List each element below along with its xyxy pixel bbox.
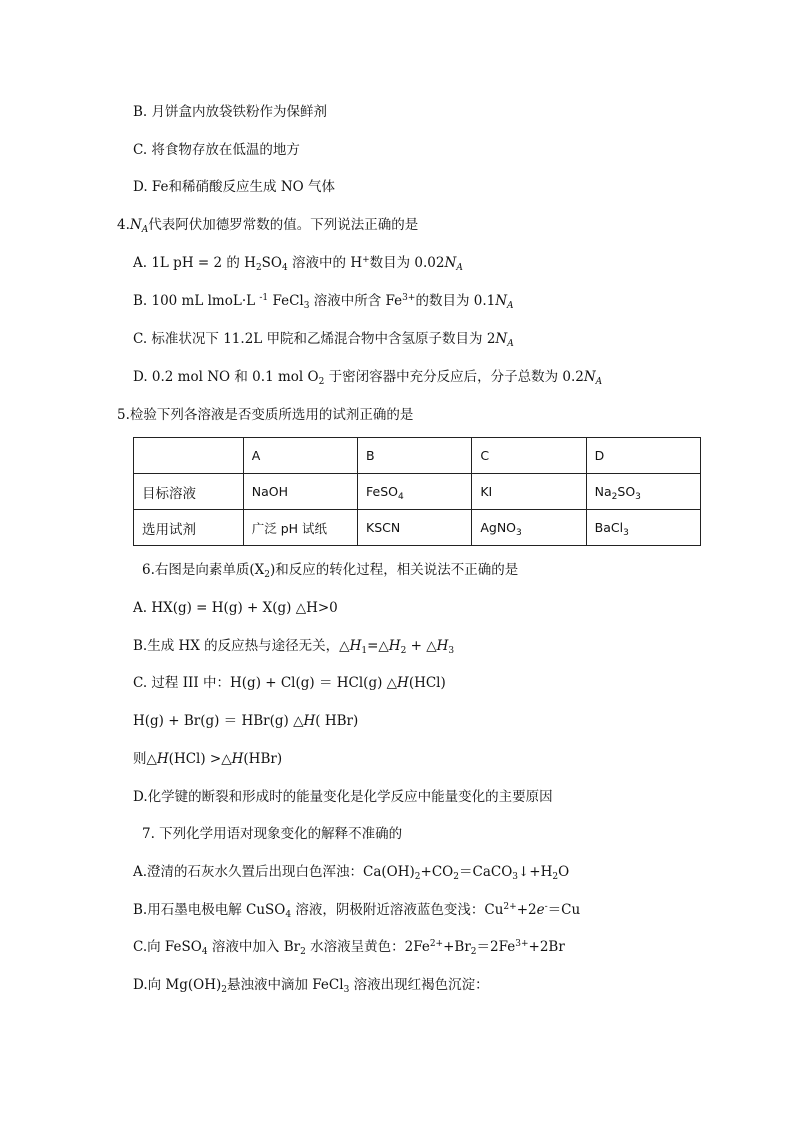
q3-option-d: D. Fe和稀硝酸反应生成 NO 气体 <box>133 179 336 195</box>
q5-stem: 5.检验下列各溶液是否变质所选用的试剂正确的是 <box>117 407 414 423</box>
q6-option-a: A. HX(g) = H(g) + X(g) △H>0 <box>133 600 338 616</box>
table-header-cell: D <box>586 438 700 474</box>
reagent-table <box>133 437 701 546</box>
q6-option-c-line3: 则△H(HCl) >△H(HBr) <box>133 751 283 767</box>
q7-option-c: C.向 FeSO$_4$ 溶液中加入 $Br_2$ 水溶液呈黄色：$2Fe^{2+}+Br_2=2Fe^{3+}+2Br$ <box>133 939 565 957</box>
q4-option-c: C. 标准状况下 11.2L 甲院和乙烯混合物中含氢原子数目为 $2N_A$ <box>133 331 514 349</box>
q4-stem: $4.N_A$代表阿伏加德罗常数的值。下列说法正确的是 <box>117 217 419 235</box>
q3-option-b: B. 月饼盒内放袋铁粉作为保鲜剂 <box>133 104 328 120</box>
table-cell: $Na_2SO_3$ <box>586 474 700 510</box>
q6-option-b: B.生成 HX 的反应热与途径无关，$\triangle H_1=\triangle H_2$ + $\triangle H_3$ <box>133 638 455 656</box>
q6-option-d: D.化学键的断裂和形成时的能量变化是化学反应中能量变化的主要原因 <box>133 789 553 805</box>
q6-option-c: C. 过程 III 中：H(g) + Cl(g) ＝ HCl(g) △H(HCl) <box>133 675 446 691</box>
q7-option-a: A.澄清的石灰水久置后出现白色浑浊：$Ca(OH)_2+CO_2=CaCO_3↓+H_2O$ <box>133 864 570 882</box>
q7-option-b: B.用石墨电极电解 CuSO$_4$ 溶液，阴极附近溶液蓝色变浅：$Cu^{2+}+2e^-=Cu$ <box>133 902 581 920</box>
q3-option-c: C. 将食物存放在低温的地方 <box>133 142 300 158</box>
q7-option-d: D.向 $Mg(OH)_2$悬浊液中滴加 FeCl$_3$ 溶液出现红褐色沉淀： <box>133 977 489 995</box>
table-row <box>134 510 701 546</box>
q4-option-d: D. 0.2 mol NO 和 0.1 mol $O_2$ 于密闭容器中充分反应后，分子总数为 $0.2N_A$ <box>133 369 603 387</box>
table-header-cell <box>134 438 244 474</box>
table-header-cell: A <box>243 438 357 474</box>
table-cell: FeSO$_4$ <box>358 474 472 510</box>
table-row <box>134 474 701 510</box>
table-cell: NaOH <box>243 474 357 510</box>
table-header-cell: B <box>358 438 472 474</box>
table-cell: KI <box>472 474 586 510</box>
table-cell: AgNO$_3$ <box>472 510 586 546</box>
table-cell: BaCl$_3$ <box>586 510 700 546</box>
row-label-target-solution: 目标溶液 <box>134 474 244 510</box>
q7-stem: 7. 下列化学用语对现象变化的解释不准确的 <box>142 826 403 842</box>
table-header-cell: C <box>472 438 586 474</box>
table-cell: KSCN <box>358 510 472 546</box>
table-header-row <box>134 438 701 474</box>
row-label-reagent: 选用试剂 <box>134 510 244 546</box>
q4-option-b: B. 100 mL lmoL·L $^{-1}$ FeCl$_3$ 溶液中所含 $Fe^{3+}$的数目为 $0.1N_A$ <box>133 293 514 311</box>
q6-stem: 6.右图是向素单质$(X_2)$和反应的转化过程，相关说法不正确的是 <box>142 562 519 580</box>
table-cell: 广泛 pH 试纸 <box>243 510 357 546</box>
q6-option-c-line2: H(g) + Br(g) ＝ HBr(g) △H( HBr) <box>133 713 359 729</box>
q4-option-a: A. 1L pH = 2 的 $H_2SO_4$ 溶液中的 H+数目为 $0.02N_A$ <box>133 255 463 273</box>
